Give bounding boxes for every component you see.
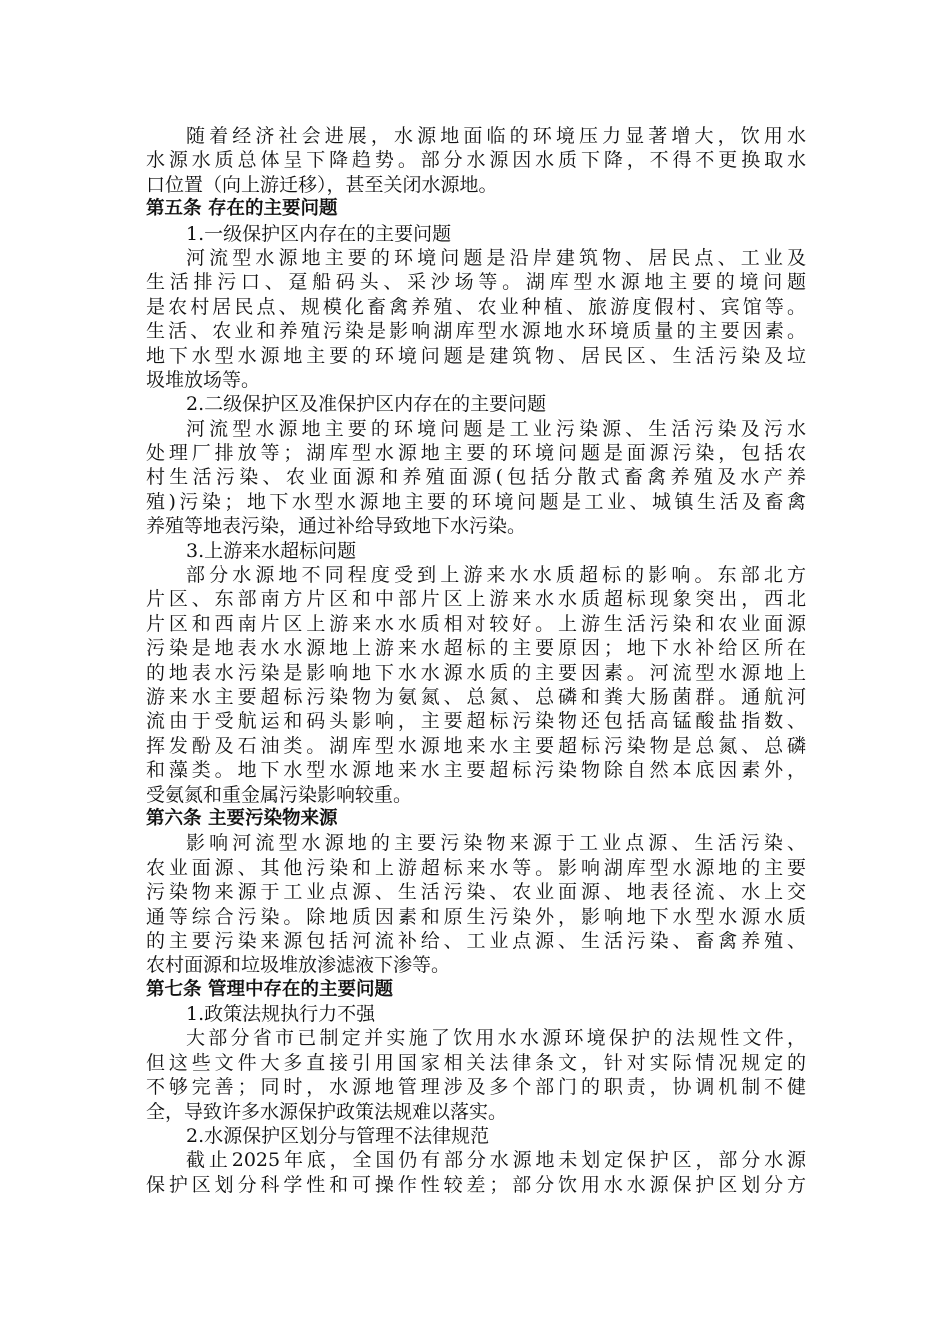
text-line: 农村面源和垃圾堆放渗滤液下渗等。 — [146, 954, 451, 977]
text-line: 和藻类。地下水型水源地来水主要超标污染物除自然本底因素外， — [146, 759, 806, 782]
text-line: 污染是地表水水源地上游来水超标的主要原因；地下水补给区所在 — [146, 637, 806, 660]
section-heading: 第五条 存在的主要问题 — [146, 198, 338, 220]
text-line: 河流型水源地主要的环境问题是工业污染源、生活污染及污水 — [186, 417, 806, 440]
text-line: 村生活污染、农业面源和养殖面源(包括分散式畜禽养殖及水产养 — [146, 466, 806, 489]
text-line: 农业面源、其他污染和上游超标来水等。影响湖库型水源地的主要 — [146, 856, 806, 879]
text-line: 但这些文件大多直接引用国家相关法律条文，针对实际情况规定的 — [146, 1051, 806, 1074]
text-line: 游来水主要超标污染物为氨氮、总氮、总磷和粪大肠菌群。通航河 — [146, 685, 806, 708]
text-line: 片区、东部南方片区和中部片区上游来水水质超标现象突出，西北 — [146, 588, 806, 611]
text-line: 影响河流型水源地的主要污染物来源于工业点源、生活污染、 — [186, 832, 806, 855]
text-line: 污染物来源于工业点源、生活污染、农业面源、地表径流、水上交 — [146, 881, 806, 904]
text-line: 2.水源保护区划分与管理不法律规范 — [186, 1125, 490, 1148]
text-line: 口位置（向上游迁移），甚至关闭水源地。 — [146, 173, 498, 196]
text-line: 全，导致许多水源保护政策法规难以落实。 — [146, 1100, 508, 1123]
text-line: 圾堆放场等。 — [146, 368, 261, 391]
section-heading: 第六条 主要污染物来源 — [146, 807, 338, 829]
text-line: 2.二级保护区及准保护区内存在的主要问题 — [186, 393, 547, 416]
text-line: 的主要污染来源包括河流补给、工业点源、生活污染、畜禽养殖、 — [146, 929, 806, 952]
text-line: 3.上游来水超标问题 — [186, 539, 357, 562]
text-line: 的地表水污染是影响地下水水源水质的主要因素。河流型水源地上 — [146, 661, 806, 684]
text-line: 养殖等地表污染，通过补给导致地下水污染。 — [146, 515, 527, 538]
text-line: 1.政策法规执行力不强 — [186, 1003, 376, 1026]
text-line: 截止2025年底，全国仍有部分水源地未划定保护区，部分水源 — [186, 1149, 806, 1172]
text-line: 1.一级保护区内存在的主要问题 — [186, 222, 452, 245]
text-line: 是农村居民点、规模化畜禽养殖、农业种植、旅游度假村、宾馆等。 — [146, 295, 806, 318]
section-heading: 第七条 管理中存在的主要问题 — [146, 978, 393, 1000]
text-line: 不够完善；同时，水源地管理涉及多个部门的职责，协调机制不健 — [146, 1076, 806, 1099]
text-line: 生活、农业和养殖污染是影响湖库型水源地水环境质量的主要因素。 — [146, 320, 806, 343]
document-page — [146, 124, 806, 1197]
text-line: 生活排污口、趸船码头、采沙场等。湖库型水源地主要的境问题 — [146, 271, 806, 294]
text-line: 受氨氮和重金属污染影响较重。 — [146, 783, 413, 806]
text-line: 通等综合污染。除地质因素和原生污染外，影响地下水型水源水质 — [146, 905, 806, 928]
text-line: 河流型水源地主要的环境问题是沿岸建筑物、居民点、工业及 — [186, 246, 806, 269]
text-line: 挥发酚及石油类。湖库型水源地来水主要超标污染物是总氮、总磷 — [146, 734, 806, 757]
text-line: 保护区划分科学性和可操作性较差；部分饮用水水源保护区划分方 — [146, 1173, 806, 1196]
text-line: 殖)污染；地下水型水源地主要的环境问题是工业、城镇生活及畜禽 — [146, 490, 806, 513]
text-line: 流由于受航运和码头影响，主要超标污染物还包括高锰酸盐指数、 — [146, 710, 806, 733]
text-line: 水源水质总体呈下降趋势。部分水源因水质下降，不得不更换取水 — [146, 149, 806, 172]
text-line: 大部分省市已制定并实施了饮用水水源环境保护的法规性文件， — [186, 1027, 806, 1050]
text-line: 部分水源地不同程度受到上游来水水质超标的影响。东部北方 — [186, 564, 806, 587]
text-line: 地下水型水源地主要的环境问题是建筑物、居民区、生活污染及垃 — [146, 344, 806, 367]
text-line: 随着经济社会进展，水源地面临的环境压力显著增大，饮用水 — [186, 125, 806, 147]
text-line: 片区和西南片区上游来水水质相对较好。上游生活污染和农业面源 — [146, 612, 806, 635]
text-line: 处理厂排放等；湖库型水源地主要的环境问题是面源污染，包括农 — [146, 442, 806, 465]
